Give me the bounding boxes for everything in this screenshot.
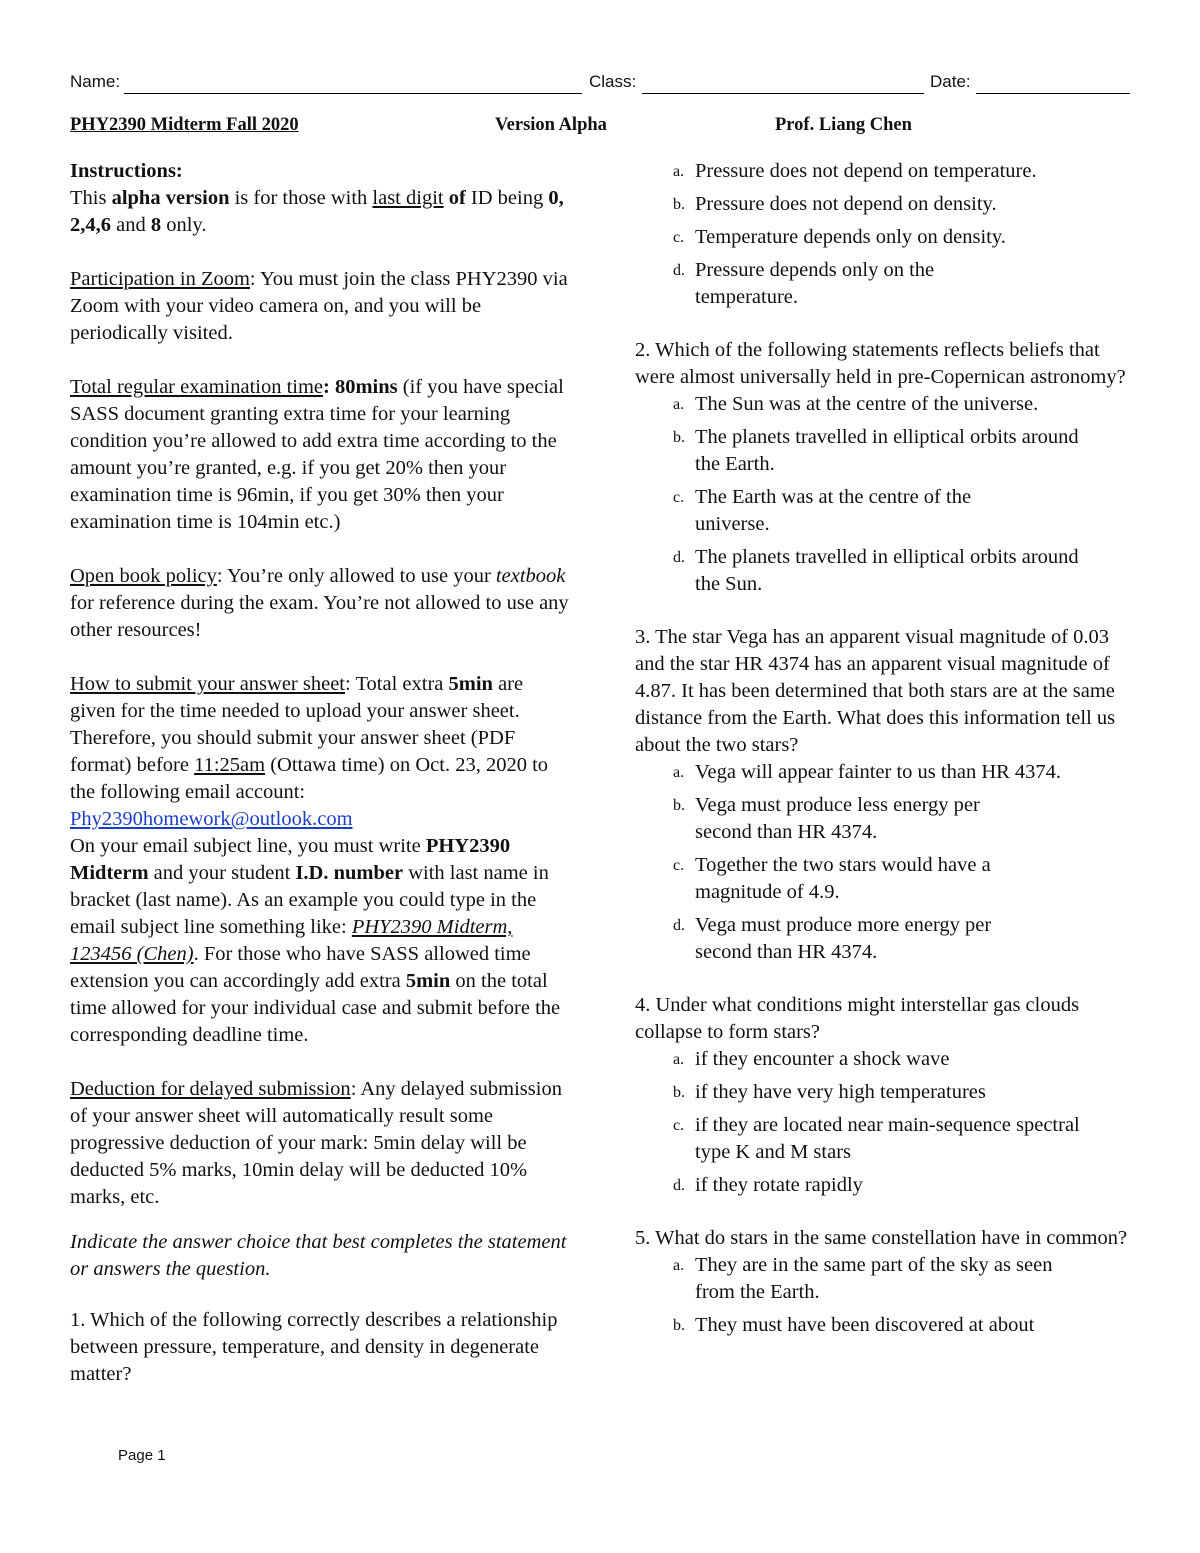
option-letter: d. (673, 917, 685, 934)
answer-instruction: Indicate the answer choice that best completes the statement or answers the question. (70, 1231, 567, 1280)
alpha-version-note: This alpha version is for those with last digit of ID being 0, 2,4,6 and 8 only. (70, 187, 564, 236)
q2-option-d[interactable] (673, 544, 1135, 598)
option-text: They are in the same part of the sky as seen from the Earth. (695, 1254, 1053, 1303)
option-letter: c. (673, 1117, 685, 1134)
option-text: Pressure does not depend on temperature. (695, 160, 1037, 182)
q1-option-c[interactable] (673, 224, 1135, 251)
class-label: Class: (589, 72, 637, 91)
question-5-text: 5. What do stars in the same constellation have in common? (635, 1227, 1128, 1249)
name-blank-line (124, 93, 582, 94)
zoom-participation: Participation in Zoom: You must join the class PHY2390 via Zoom with your video camera on, and you will be periodically visited. (70, 268, 568, 344)
option-text: The planets travelled in elliptical orbits around the Sun. (695, 546, 1079, 595)
option-text: if they encounter a shock wave (695, 1048, 950, 1070)
option-letter: d. (673, 1177, 685, 1194)
q3-option-d[interactable] (673, 912, 1135, 966)
q4-option-a[interactable] (673, 1046, 1135, 1073)
option-letter: b. (673, 429, 685, 446)
option-letter: a. (673, 764, 685, 781)
course-title: PHY2390 Midterm Fall 2020 (70, 115, 299, 135)
option-letter: d. (673, 549, 685, 566)
open-book-policy: Open book policy: You’re only allowed to use your textbook for reference during the exam. You’re not allowed to use any other resources! (70, 565, 569, 641)
option-letter: c. (673, 229, 685, 246)
option-text: Vega will appear fainter to us than HR 4374. (695, 761, 1062, 783)
option-text: Pressure depends only on the temperature. (695, 259, 935, 308)
option-text: They must have been discovered at about (695, 1314, 1035, 1336)
q5-option-b[interactable] (673, 1312, 1135, 1339)
option-text: if they rotate rapidly (695, 1174, 863, 1196)
q4-option-d[interactable] (673, 1172, 1135, 1199)
option-text: The Earth was at the centre of the universe. (695, 486, 972, 535)
q4-option-c[interactable] (673, 1112, 1135, 1166)
date-label: Date: (930, 72, 971, 91)
question-4-text: 4. Under what conditions might interstellar gas clouds collapse to form stars? (635, 994, 1080, 1043)
name-label: Name: (70, 72, 121, 91)
q3-option-a[interactable] (673, 759, 1135, 786)
page-number: Page 1 (118, 1447, 166, 1464)
option-text: Together the two stars would have a magnitude of 4.9. (695, 854, 991, 903)
date-blank-line (976, 93, 1130, 94)
q5-option-a[interactable] (673, 1252, 1135, 1306)
submission-instructions: How to submit your answer sheet: Total extra 5min are given for the time needed to upload your answer sheet. Therefore, you should submit your answer sheet (PDF format) before 11:25am (Ottawa time) on Oct. 23, 2020 to the following email account: Phy2390homework@outlook.com On your email subject line, you must write PHY2390 Midterm and your student I.D. number with last name in bracket (last name). As an example you could type in the email subject line something like: PHY2390 Midterm, 123456 (Chen). For those who have SASS allowed time extension you can accordingly add extra 5min on the total time allowed for your individual case and submit before the corresponding deadline time. (70, 673, 561, 1046)
exam-time-note: Total regular examination time: 80mins (if you have special SASS document granting extra time for your learning condition you’re allowed to add extra time according to the amount you’re granted, e.g. if you get 20% then your examination time is 96min, if you get 30% then your examination time is 104min etc.) (70, 376, 564, 533)
option-letter: c. (673, 857, 685, 874)
question-2-text: 2. Which of the following statements reflects beliefs that were almost universally held in pre-Copernican astronomy? (635, 339, 1126, 388)
option-text: Vega must produce less energy per second than HR 4374. (695, 794, 980, 843)
exam-title-row (70, 115, 1130, 139)
delayed-submission-deduction: Deduction for delayed submission: Any delayed submission of your answer sheet will automatically result some progressive deduction of your mark: 5min delay will be deducted 5% marks, 10min delay will be deducted 10% marks, etc. (70, 1078, 562, 1208)
option-letter: a. (673, 396, 685, 413)
option-text: The Sun was at the centre of the universe. (695, 393, 1039, 415)
q4-option-b[interactable] (673, 1079, 1135, 1106)
q1-option-b[interactable] (673, 191, 1135, 218)
instructions-heading: Instructions: (70, 160, 183, 182)
exam-version: Version Alpha (495, 115, 607, 135)
option-text: if they have very high temperatures (695, 1081, 986, 1103)
option-letter: b. (673, 196, 685, 213)
left-column (70, 158, 570, 1388)
question-1-text: 1. Which of the following correctly describes a relationship between pressure, temperature, and density in degenerate matter? (70, 1309, 558, 1385)
option-text: Vega must produce more energy per second than HR 4374. (695, 914, 992, 963)
q2-option-a[interactable] (673, 391, 1135, 418)
option-text: if they are located near main-sequence spectral type K and M stars (695, 1114, 1080, 1163)
q3-option-c[interactable] (673, 852, 1135, 906)
option-text: Pressure does not depend on density. (695, 193, 997, 215)
header-fields (70, 70, 1130, 96)
option-text: Temperature depends only on density. (695, 226, 1006, 248)
option-letter: c. (673, 489, 685, 506)
q2-option-b[interactable] (673, 424, 1135, 478)
q2-option-c[interactable] (673, 484, 1135, 538)
q1-option-a[interactable] (673, 158, 1135, 185)
q1-option-d[interactable] (673, 257, 1135, 311)
option-text: The planets travelled in elliptical orbits around the Earth. (695, 426, 1079, 475)
option-letter: b. (673, 1084, 685, 1101)
option-letter: b. (673, 797, 685, 814)
option-letter: b. (673, 1317, 685, 1334)
q3-option-b[interactable] (673, 792, 1135, 846)
right-column (635, 158, 1135, 1345)
professor-name: Prof. Liang Chen (775, 115, 912, 135)
class-blank-line (642, 93, 924, 94)
submission-email-link[interactable]: Phy2390homework@outlook.com (70, 808, 353, 830)
option-letter: d. (673, 262, 685, 279)
question-3-text: 3. The star Vega has an apparent visual magnitude of 0.03 and the star HR 4374 has an apparent visual magnitude of 4.87. It has been determined that both stars are at the same distance from the Earth. What does this information tell us about the two stars? (635, 626, 1116, 756)
option-letter: a. (673, 163, 685, 180)
option-letter: a. (673, 1051, 685, 1068)
option-letter: a. (673, 1257, 685, 1274)
